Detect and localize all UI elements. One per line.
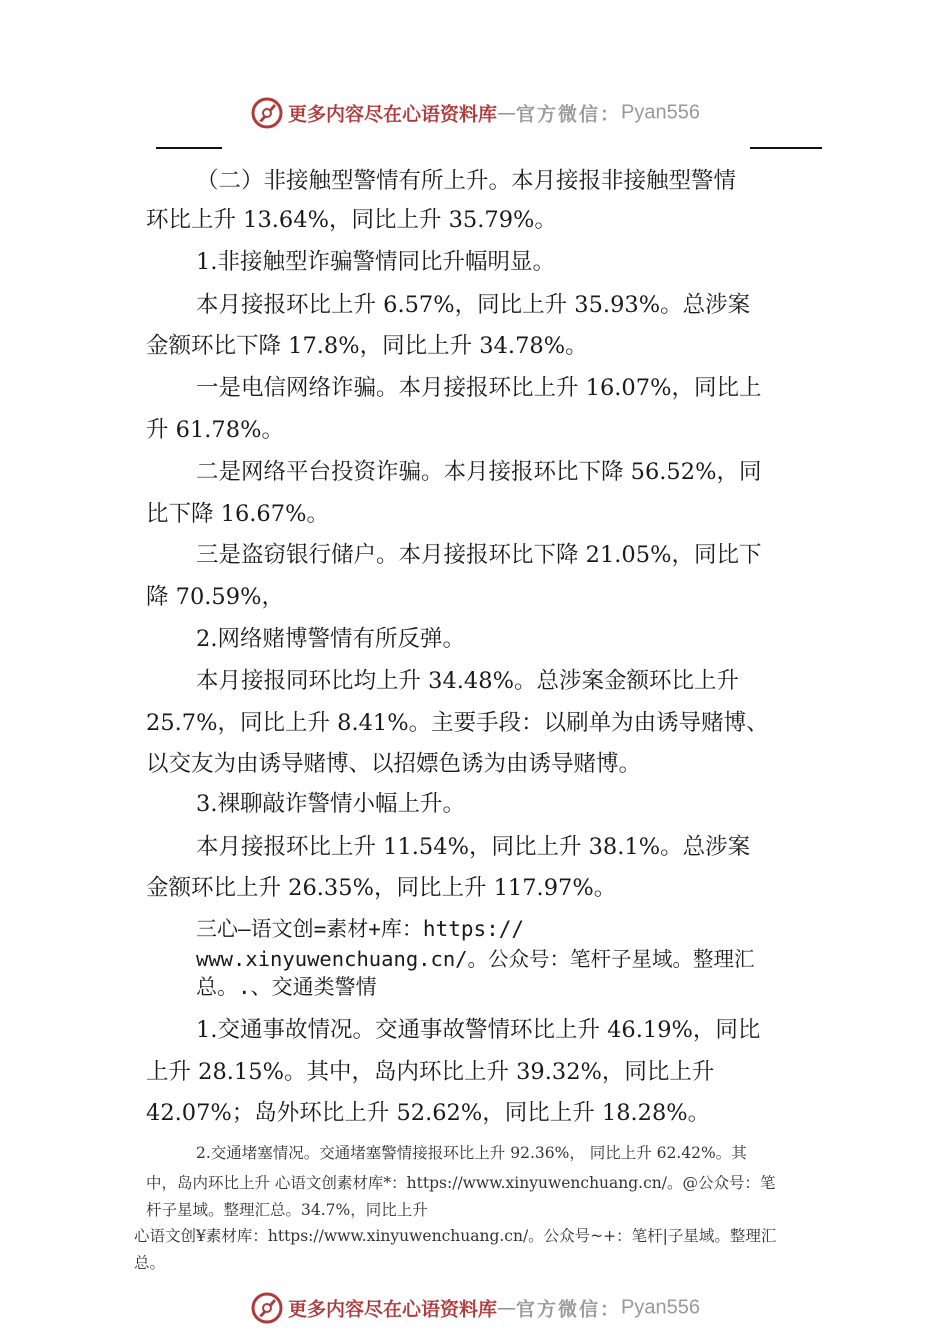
text-line: 金额环比上升 26.35%，同比上升 117.97%。 <box>146 875 617 901</box>
header-rule-right <box>750 147 822 149</box>
text-line: 比下降 16.67%。 <box>146 501 329 527</box>
quill-seal-icon <box>250 1291 284 1325</box>
banner-text: 更多内容尽在心语资料库 <box>288 103 498 126</box>
text-line: 上升 28.15%。其中，岛内环比上升 39.32%，同比上升 <box>146 1059 715 1085</box>
text-line: 杆子星域。整理汇总。34.7%，同比上升 <box>146 1201 428 1219</box>
header-banner <box>0 96 950 130</box>
quill-seal-icon <box>250 96 284 130</box>
text-line: 2.网络赌博警情有所反弹。 <box>196 626 465 652</box>
text-line: 中，岛内环比上升 心语文创素材库*：https://www.xinyuwenchuang.cn/。@公众号：笔 <box>146 1174 776 1192</box>
text-line: 心语文创¥素材库：https://www.xinyuwenchuang.cn/。公众号~+：笔杆|子星域。整理汇 <box>134 1227 777 1245</box>
banner-wechat-label: 官方微信： <box>516 1298 622 1321</box>
text-line: （二）非接触型警情有所上升。本月接报非接触型警情 <box>196 168 737 194</box>
banner-wechat-id: Pyan556 <box>621 101 700 124</box>
text-line: 本月接报环比上升 6.57%，同比上升 35.93%。总涉案 <box>196 292 751 318</box>
text-line: 42.07%；岛外环比上升 52.62%，同比上升 18.28%。 <box>146 1100 711 1126</box>
banner-separator: — <box>497 1297 517 1319</box>
watermark-line: 三心—语文创=素材+库：https:// <box>196 917 525 941</box>
text-line: 3.裸聊敲诈警情小幅上升。 <box>196 791 465 817</box>
text-line: 一是电信网络诈骗。本月接报环比上升 16.07%，同比上 <box>196 375 762 401</box>
text-line: 本月接报环比上升 11.54%，同比上升 38.1%。总涉案 <box>196 834 751 860</box>
banner-separator: — <box>497 102 517 124</box>
text-line: 降 70.59%， <box>146 584 284 610</box>
banner-text: 更多内容尽在心语资料库 <box>288 1298 498 1321</box>
text-line: 25.7%，同比上升 8.41%。主要手段：以刷单为由诱导赌博、 <box>146 710 769 736</box>
banner-wechat-label: 官方微信： <box>516 103 622 126</box>
text-line: 以交友为由诱导赌博、以招嫖色诱为由诱导赌博。 <box>146 751 642 777</box>
text-line: 2.交通堵塞情况。交通堵塞警情接报环比上升 92.36%， 同比上升 62.42%。其 <box>196 1144 747 1162</box>
banner-wechat-id: Pyan556 <box>621 1296 700 1319</box>
text-line: 总。 <box>134 1254 166 1272</box>
text-line: 三是盗窃银行储户。本月接报环比下降 21.05%，同比下 <box>196 542 762 568</box>
text-line: 二是网络平台投资诈骗。本月接报环比下降 56.52%，同 <box>196 459 762 485</box>
header-rule-left <box>156 147 222 149</box>
text-line: 环比上升 13.64%，同比上升 35.79%。 <box>146 207 557 233</box>
watermark-line: 总。.、交通类警情 <box>196 975 377 999</box>
footer-banner <box>0 1291 950 1325</box>
text-line: 本月接报同环比均上升 34.48%。总涉案金额环比上升 <box>196 668 739 694</box>
text-line: 金额环比下降 17.8%，同比上升 34.78%。 <box>146 333 588 359</box>
watermark-line: www.xinyuwenchuang.cn/。公众号：笔杆子星域。整理汇 <box>196 947 755 971</box>
text-line: 1.非接触型诈骗警情同比升幅明显。 <box>196 249 555 275</box>
text-line: 1.交通事故情况。交通事故警情环比上升 46.19%，同比 <box>196 1017 761 1043</box>
text-line: 升 61.78%。 <box>146 417 284 443</box>
